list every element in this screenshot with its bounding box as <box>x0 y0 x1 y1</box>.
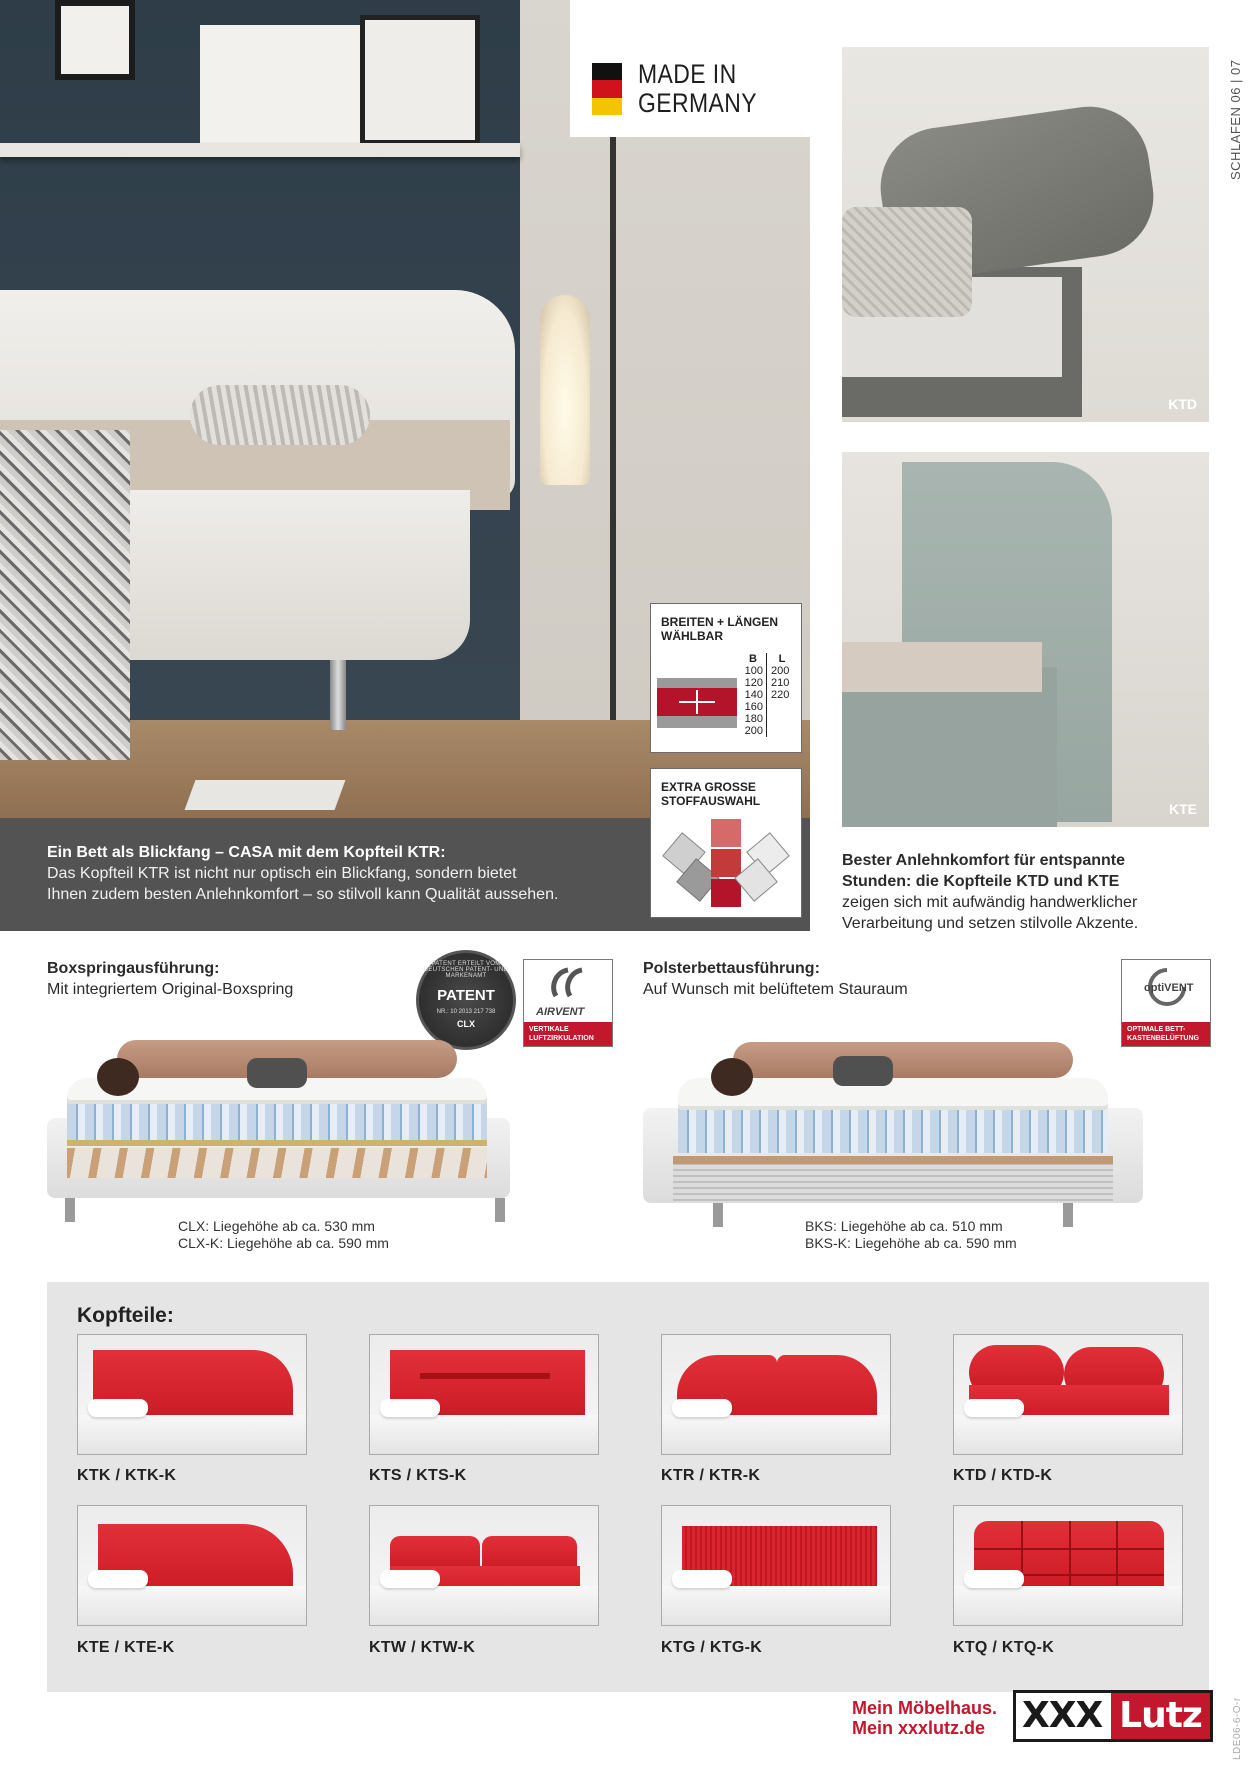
polster-heading: Polsterbettausführung: Auf Wunsch mit belüftetem Stauraum <box>643 960 908 998</box>
german-flag-icon <box>592 63 622 115</box>
headboard-image-ktq <box>953 1505 1183 1626</box>
sizes-label: BREITEN + LÄNGEN WÄHLBAR <box>661 615 779 643</box>
sizes-info-box <box>650 603 802 753</box>
ktd-photo <box>842 47 1209 422</box>
caption-line: Das Kopfteil KTR ist nicht nur optisch ein Blickfang, sondern bietet <box>47 865 517 882</box>
headboard-label: KTS / KTS-K <box>369 1467 467 1484</box>
kopfteile-panel <box>47 1282 1209 1692</box>
caption-line: Ihnen zudem besten Anlehnkomfort – so stilvoll kann Qualität aussehen. <box>47 886 559 903</box>
headboard-label: KTQ / KTQ-K <box>953 1639 1055 1656</box>
fabric-label: EXTRA GROSSE STOFFAUSWAHL <box>661 780 761 808</box>
wall-picture <box>200 25 380 145</box>
flag-stripe-red <box>592 80 622 97</box>
headboard-label: KTK / KTK-K <box>77 1467 177 1484</box>
headboard-image-ktd <box>953 1334 1183 1455</box>
page-code: LDE06-6-O-r <box>1232 1697 1243 1760</box>
kte-tag: KTE <box>1169 801 1197 817</box>
airvent-icon <box>546 966 592 1002</box>
wall-picture <box>360 15 480 145</box>
patent-seal: PATENT ERTEILT VOM DEUTSCHEN PATENT- UND MARKENAMT PATENT NR.: 10 2013 217 738 CLX <box>416 950 516 1050</box>
wall-picture <box>55 0 135 80</box>
boxspring-heading: Boxspringausführung: Mit integriertem Original-Boxspring <box>47 960 294 998</box>
polster-illustration <box>643 1028 1143 1228</box>
headboard-label: KTG / KTG-K <box>661 1639 763 1656</box>
caption-title: Ein Bett als Blickfang – CASA mit dem Kopfteil KTR: <box>47 844 446 861</box>
flag-stripe-gold <box>592 98 622 115</box>
xxxlutz-logo: XXX Lutz <box>1013 1690 1213 1742</box>
headboard-label: KTR / KTR-K <box>661 1467 761 1484</box>
airvent-badge: AIRVENT VERTIKALE LUFTZIRKULATION <box>523 959 613 1047</box>
headboard-image-ktg <box>661 1505 891 1626</box>
kopfteile-title: Kopfteile: <box>77 1304 174 1327</box>
headboard-image-kte <box>77 1505 307 1626</box>
optivent-badge: optiVENT OPTIMALE BETT- KASTENBELÜFTUNG <box>1121 959 1211 1047</box>
headboard-image-ktk <box>77 1334 307 1455</box>
ktd-tag: KTD <box>1168 396 1197 412</box>
boxspring-illustration <box>47 1028 512 1228</box>
page-section-label: SCHLAFEN 06 | 07 <box>1228 59 1243 180</box>
fabric-info-box <box>650 768 802 918</box>
boxspring-heights: CLX: Liegehöhe ab ca. 530 mm CLX-K: Liegehöhe ab ca. 590 mm <box>178 1218 389 1251</box>
size-table: B 100 120 140 160 180 200 L 200 210 220 <box>744 653 790 737</box>
headboard-description: Bester Anlehnkomfort für entspannte Stunden: die Kopfteile KTD und KTE zeigen sich mit aufwändig handwerklicher Verarbeitung und setzen stilvolle Akzente. <box>842 852 1139 932</box>
made-in-germany-badge <box>570 0 810 137</box>
headboard-label: KTE / KTE-K <box>77 1639 175 1656</box>
flag-stripe-black <box>592 63 622 80</box>
bed-size-icon <box>655 676 741 734</box>
footer-slogan: Mein Möbelhaus. Mein xxxlutz.de <box>852 1698 998 1738</box>
polster-heights: BKS: Liegehöhe ab ca. 510 mm BKS-K: Liegehöhe ab ca. 590 mm <box>805 1218 1017 1251</box>
headboard-image-ktr <box>661 1334 891 1455</box>
fabric-swatches-icon <box>661 817 793 909</box>
headboard-label: KTD / KTD-K <box>953 1467 1053 1484</box>
headboard-image-kts <box>369 1334 599 1455</box>
kte-photo <box>842 452 1209 827</box>
headboard-image-ktw <box>369 1505 599 1626</box>
headboard-label: KTW / KTW-K <box>369 1639 476 1656</box>
made-in-text: MADE IN GERMANY <box>638 59 758 118</box>
person-figure <box>733 1042 1073 1078</box>
lamp-icon <box>540 295 590 485</box>
